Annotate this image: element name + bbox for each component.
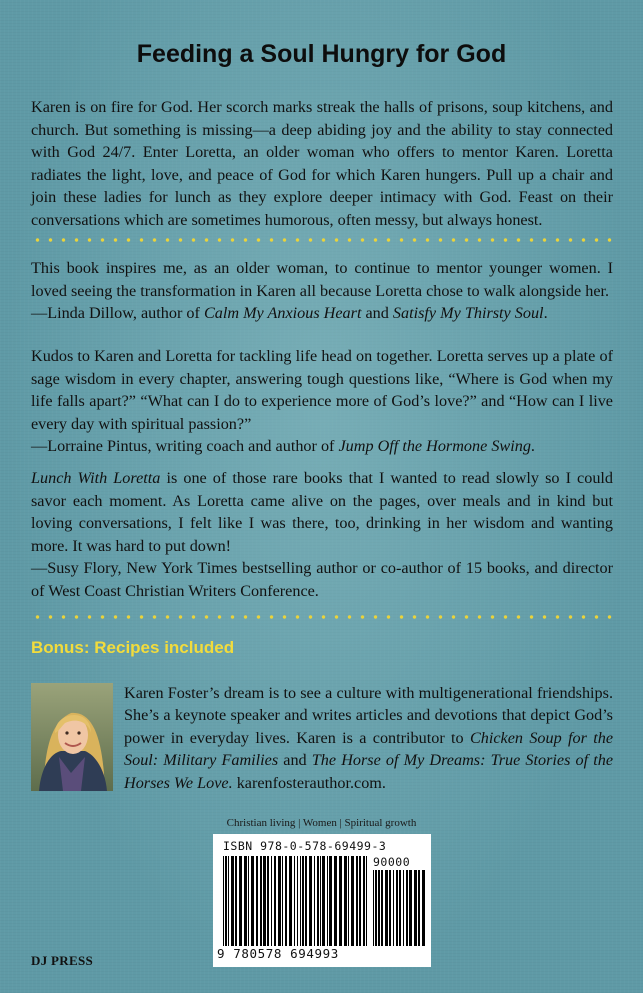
isbn-number: ISBN 978-0-578-69499-3: [223, 839, 387, 853]
barcode-digits: 9 780578 694993: [217, 946, 339, 961]
endorsement-quote: This book inspires me, as an older woman, to continue to mentor younger women. I loved seeing the transformation in Karen all because Loretta chose to walk alongside her.: [31, 259, 613, 300]
endorsement-3: [31, 467, 613, 602]
author-bio: Karen Foster’s dream is to see a culture with multigenerational friendships. She’s a keynote speaker and writes articles and devotions that depict God’s power in everyday lives. Karen is a contributor to Chicken Soup for the Soul: Military Families and The Horse of My Dreams: True Stories of the Horses We Love. karenfosterauthor.com.: [124, 684, 614, 792]
endorsement-attribution: —Linda Dillow, author of Calm My Anxious Heart and Satisfy My Thirsty Soul.: [31, 304, 548, 322]
endorsement-attribution: —Susy Flory, New York Times bestselling author or co-author of 15 books, and director of West Coast Christian Writers Conference.: [31, 559, 613, 600]
barcode-addon-bars-icon: [373, 870, 425, 946]
bonus-callout: Bonus: Recipes included: [31, 638, 235, 657]
dotted-divider: [31, 615, 613, 619]
author-portrait-icon: [31, 683, 113, 791]
book-blurb: Karen is on fire for God. Her scorch marks streak the halls of prisons, soup kitchens, and church. But something is missing—a deep abiding joy and the ability to stay connected with God 24/7. Enter Loretta, an older woman who offers to mentor Karen. Loretta radiates the light, love, and peace of God for which Karen hungers. Pull up a chair and join these ladies for lunch as they explore deeper intimacy with God. Feast on their conversations which are sometimes humorous, often messy, but always honest.: [31, 98, 613, 229]
endorsement-2: [31, 345, 613, 458]
dotted-divider: [31, 238, 613, 242]
subject-categories: Christian living | Women | Spiritual growth: [226, 817, 417, 829]
price-code: 90000: [373, 855, 411, 869]
barcode-bars-icon: [223, 856, 367, 946]
endorsement-attribution: —Lorraine Pintus, writing coach and author of Jump Off the Hormone Swing.: [31, 437, 535, 455]
isbn-barcode: [213, 834, 431, 967]
endorsement-1: [31, 257, 613, 325]
author-photo: [31, 683, 113, 791]
cover-headline: Feeding a Soul Hungry for God: [136, 40, 507, 68]
endorsement-quote: Kudos to Karen and Loretta for tackling life head on together. Loretta serves up a plate of sage wisdom in every chapter, answering tough questions like, “Where is God when my life falls apart?” “What can I do to experience more of God’s love?” and “How can I live every day with spiritual passion?”: [31, 347, 613, 433]
publisher-name: DJ PRESS: [31, 953, 93, 968]
endorsement-quote: Lunch With Loretta is one of those rare books that I wanted to read slowly so I could savor each moment. As Loretta came alive on the pages, over meals and in kind but loving conversations, I felt like I was there, too, drinking in her wisdom and wanting more. It was hard to put down!: [31, 469, 614, 555]
